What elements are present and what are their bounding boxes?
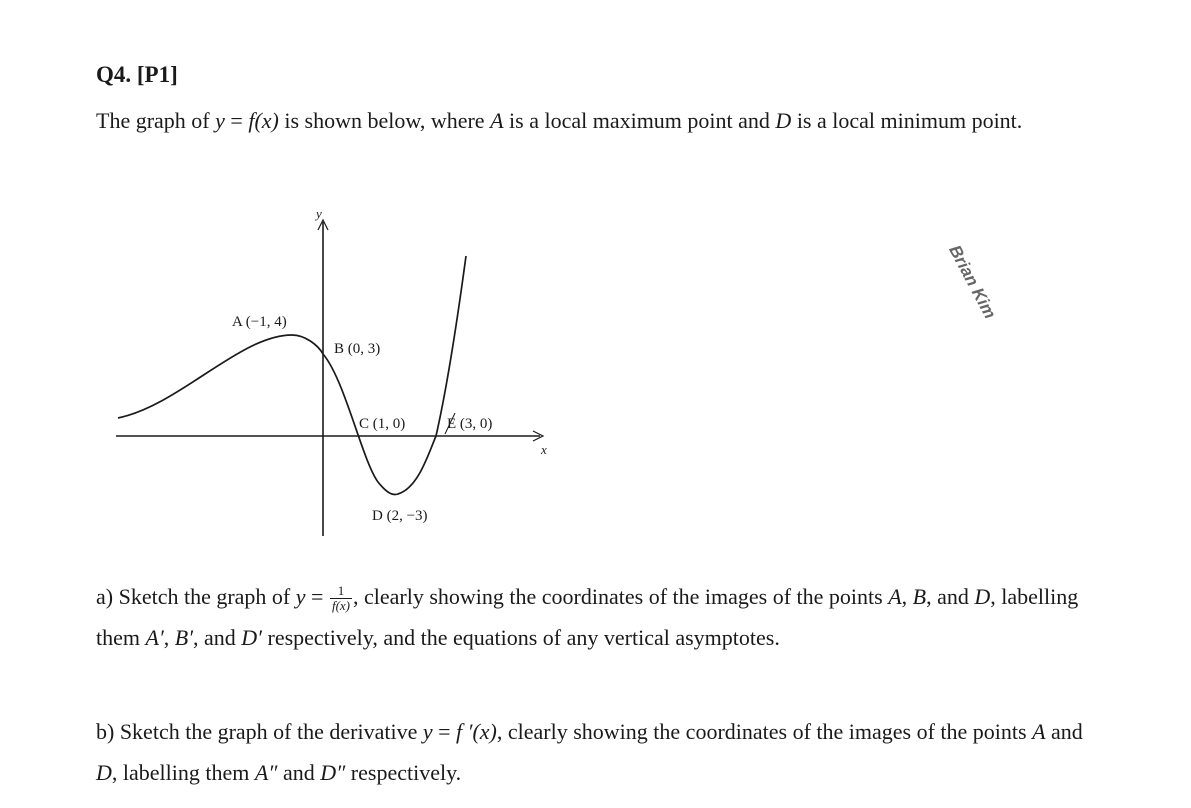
math-point-d: D [96,760,112,785]
curve-f [118,256,466,495]
x-axis-label: x [541,442,547,457]
math-f-prime: f ′ [456,719,473,744]
fraction [330,584,352,613]
part-a-segment: respectively, and the equations of any vertical asymptotes. [262,625,780,650]
part-a-segment: , and [926,584,975,609]
part-a-segment: , [163,625,175,650]
part-b-segment: and [277,760,321,785]
math-point-d-double-prime: D″ [320,760,346,785]
math-point-a: A [490,108,504,133]
point-d-label: D (2, −3) [372,508,428,524]
y-axis-label: y [316,206,322,221]
math-equals: = [305,584,329,609]
intro-text: is shown below, where [278,108,491,133]
point-b-label: B (0, 3) [334,341,381,357]
intro-text: is a local minimum point. [791,108,1023,133]
point-a-label: A (−1, 4) [232,314,287,330]
math-arg: (x) [254,108,279,133]
fraction-denominator: f(x) [331,598,350,614]
part-b-segment: respectively. [345,760,462,785]
math-f: f [248,108,255,133]
intro-text: is a local maximum point and [503,108,776,133]
part-b-segment: and [1045,719,1083,744]
part-b-segment: , labelling them [111,760,255,785]
math-point-a: A [1032,719,1046,744]
math-point-d: D [775,108,792,133]
part-b-segment: , clearly showing the coordinates of the images of the points [496,719,1033,744]
watermark: Brian Kim [945,242,1000,322]
part-a-segment: a) Sketch the graph of [96,584,296,609]
part-a-segment: , [901,584,913,609]
fraction-numerator: 1 [330,584,352,599]
math-point-a: A [888,584,902,609]
math-point-a-double-prime: A″ [254,760,278,785]
math-arg: (x) [472,719,497,744]
intro-text: The graph of [96,108,216,133]
part-a-text [96,576,1106,658]
math-point-d-prime: D′ [241,625,262,650]
question-title: Q4. [P1] [96,62,178,87]
part-a-segment: , labelling them [96,584,1079,650]
math-y: y [422,719,433,744]
part-a-segment: , and [193,625,242,650]
part-a-segment: , clearly showing the coordinates of the images of the points [353,584,889,609]
math-point-b: B [912,584,927,609]
math-y: y [295,584,306,609]
math-point-b-prime: B′ [174,625,194,650]
math-equals: = [432,719,457,744]
part-b-text [96,711,1106,793]
math-point-a-prime: A′ [145,625,164,650]
math-point-d: D [974,584,991,609]
math-y: y [215,108,225,133]
part-b-segment: b) Sketch the graph of the derivative [96,719,423,744]
point-c-label: C (1, 0) [359,416,406,432]
math-equals: = [224,108,249,133]
point-e-label: E (3, 0) [447,416,493,432]
